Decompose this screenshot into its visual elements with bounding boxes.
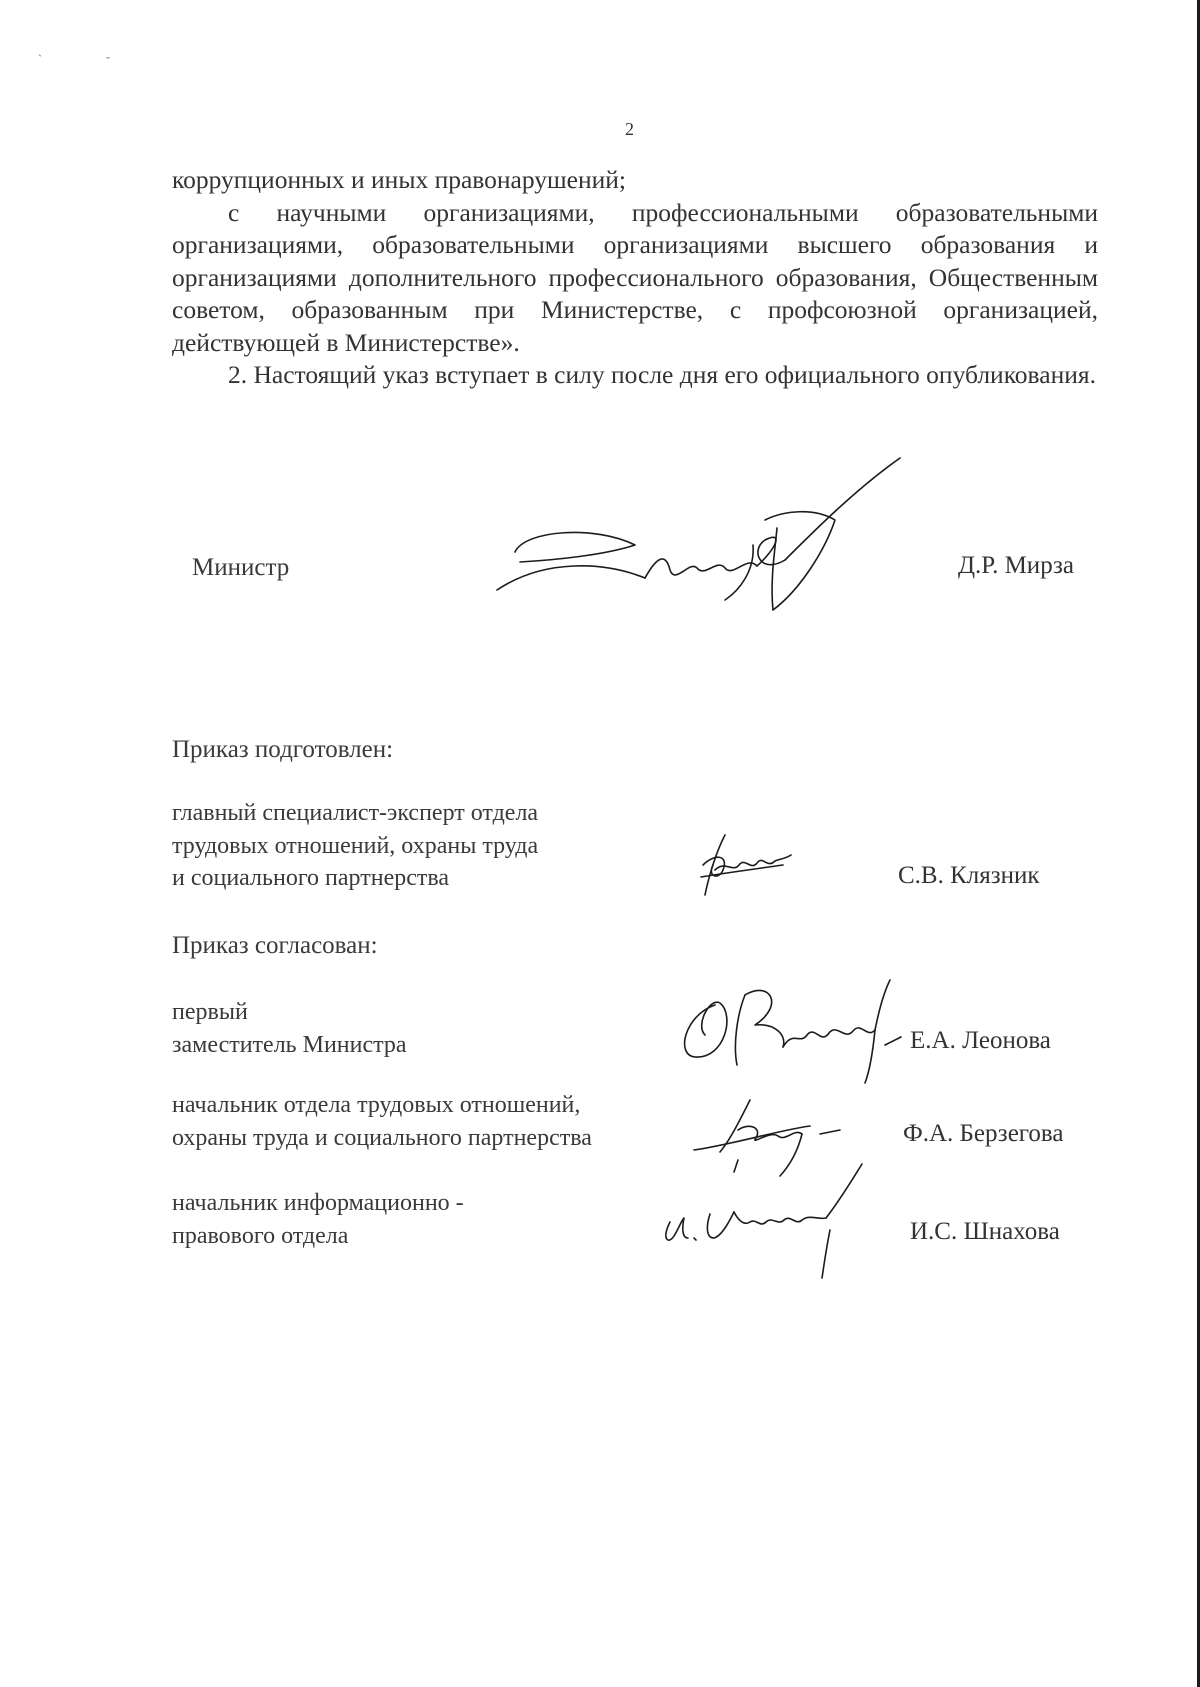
paragraph-entry-into-force: 2. Настоящий указ вступает в силу после дня его официального опубликования. — [228, 360, 1096, 389]
scan-speck: ˋ — [38, 52, 42, 66]
agreed-name-2: Ф.А. Берзегова — [903, 1120, 1064, 1147]
position-line: главный специалист-эксперт отдела — [172, 800, 539, 826]
position-line: первый — [172, 999, 248, 1025]
agreed-position-3 — [172, 1187, 464, 1252]
body-text — [172, 164, 1098, 392]
scan-speck: ˘ — [106, 54, 110, 68]
position-line: охраны труда и социального партнерства — [172, 1124, 592, 1151]
prepared-signature — [695, 825, 795, 905]
prepared-name: С.В. Клязник — [898, 862, 1040, 889]
agreed-heading: Приказ согласован: — [172, 932, 378, 959]
page-number: 2 — [625, 119, 634, 139]
agreed-position-2 — [172, 1089, 592, 1154]
position-line: правового отдела — [172, 1222, 349, 1249]
prepared-heading: Приказ подготовлен: — [172, 736, 394, 763]
position-line: заместитель Министра — [172, 1031, 407, 1058]
agreed-name-3: И.С. Шнахова — [910, 1218, 1060, 1245]
minister-title: Министр — [192, 554, 290, 581]
agreed-position-1 — [172, 996, 407, 1061]
agreed-signature-3 — [660, 1160, 900, 1280]
minister-name: Д.Р. Мирза — [958, 552, 1074, 579]
prepared-position — [172, 797, 538, 895]
minister-signature — [485, 450, 915, 620]
position-line: начальник информационно - — [172, 1190, 464, 1216]
agreed-signature-1 — [675, 975, 905, 1085]
position-line: и социального партнерства — [172, 865, 450, 891]
agreed-name-1: Е.А. Леонова — [910, 1027, 1051, 1054]
position-line: трудовых отношений, охраны труда — [172, 832, 539, 859]
paragraph-organizations: с научными организациями, профессиональными образовательными организациями, образовательными организациями высшего образования и организациями дополнительного профессионального образования, Общественным советом, образованным при Министерстве, с профсоюзной организацией, действующей в Министерстве». — [172, 197, 1098, 357]
position-line: начальник отдела трудовых отношений, — [172, 1092, 581, 1118]
paragraph-continuation: коррупционных и иных правонарушений; — [172, 165, 627, 194]
